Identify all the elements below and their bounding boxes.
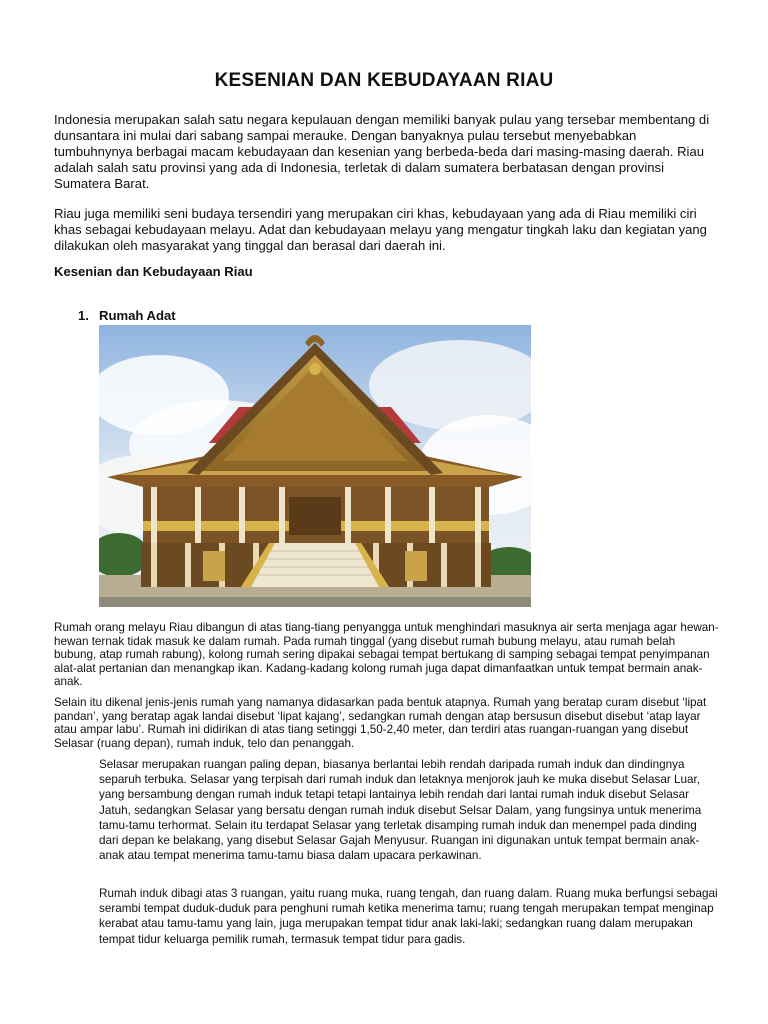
rumah-adat-photo [99,325,531,607]
intro-paragraph-2: Riau juga memiliki seni budaya tersendiri yang merupakan ciri khas, kebudayaan yang ada di Riau memiliki ciri khas sebagai kebudayaan melayu. Adat dan kebudayaan melayu yang mengatur tingkah laku dan kegiatan yang dilakukan oleh masyarakat yang tinggal dan berasal dari daerah ini. [54,206,707,253]
indent-paragraph-selasar: Selasar merupakan ruangan paling depan, biasanya berlantai lebih rendah daripada rumah induk dan dindingnya separuh terbuka. Selasar yang terpisah dari rumah induk dan letaknya menjorok jauh ke muka disebut Selasar Luar, yang bersambung dengan rumah induk tetapi tetapi lantainya lebih rendah dari lantai rumah induk disebut Selasar Jatuh, sedangkan Selasar yang bersatu dengan rumah induk disebut Selsar Dalam, yang fungsinya untuk menerima tamu-tamu terhormat. Selain itu terdapat Selasar yang terletak disamping rumah induk dan menempel pada dinding dari depan ke belakang, yang disebut Selasar Gajah Menyusur. Ruangan ini digunakan untuk tempat bermain anak-anak atau tempat menerima tamu-tamu biasa dalam upacara perkawinan. [99,758,702,863]
section-heading: Kesenian dan Kebudayaan Riau [54,264,253,279]
indent-paragraph-rumah-induk: Rumah induk dibagi atas 3 ruangan, yaitu ruang muka, ruang tengah, dan ruang dalam. Ruang muka berfungsi sebagai serambi tempat duduk-duduk para penghuni rumah ketika menerima tamu; ruang tengah merupakan tempat menginap kerabat atau tamu-tamu yang lain, juga merupakan tempat tidur anak laki-laki; sedangkan ruang dalam merupakan tempat tidur keluarga pemilik rumah, termasuk tempat tidur para gadis. [99,887,718,946]
list-item-number: 1. [78,308,89,323]
intro-paragraph-1: Indonesia merupakan salah satu negara kepulauan dengan memiliki banyak pulau yang tersebar membentang di dunsantara ini mulai dari sabang sampai merauke. Dengan banyaknya pulau tersebut menyebabkan tumbuhnynya berbagai macam kebudayaan dan kesenian yang berbeda-beda dari masing-masing daerah. Riau adalah salah satu provinsi yang ada di Indonesia, terletak di dalam sumatera berbatasan dengan provinsi Sumatera Barat. [54,112,710,191]
body-paragraph-1: Rumah orang melayu Riau dibangun di atas tiang-tiang penyangga untuk menghindari masuknya air serta menjaga agar hewan-hewan ternak tidak masuk ke dalam rumah. Pada rumah tinggal (yang disebut rumah bubung melayu, atau rumah belah bubung, atap rumah rabung), kolong rumah sering dipakai sebagai tempat bertukang di samping sebagai tempat penyimpanan alat-alat pertanian dan menangkap ikan. Kadang-kadang kolong rumah juga dapat dimanfaatkan untuk tempat bermain anak-anak. [54,621,719,688]
document-title: KESENIAN DAN KEBUDAYAAN RIAU [214,70,554,91]
list-item-label: Rumah Adat [99,308,176,323]
body-paragraph-2: Selain itu dikenal jenis-jenis rumah yang namanya didasarkan pada bentuk atapnya. Rumah yang beratap curam disebut ‘lipat pandan’, yang beratap agak landai disebut ‘lipat kajang’, sedangkan rumah dengan atap bersusun disebut disebut ‘atap layar atau ampar labu’. Rumah ini didirikan di atas tiang setinggi 1,50-2,40 meter, dan terdiri atas ruangan-ruangan yang disebut Selasar (ruang depan), rumah induk, telo dan penanggah. [54,696,707,750]
